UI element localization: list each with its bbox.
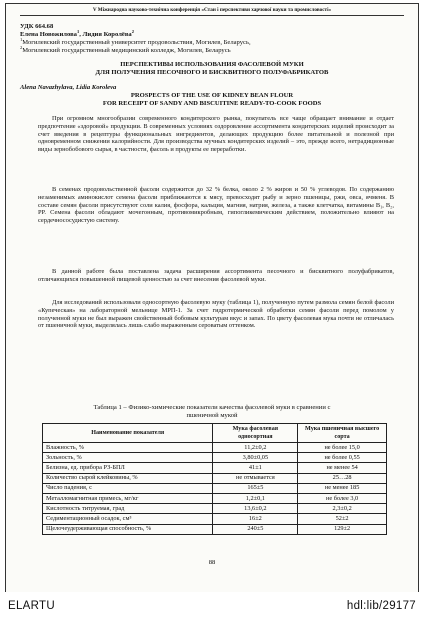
- table-cell: 16±2: [213, 514, 298, 524]
- table-header-indicator: Наименование показателя: [43, 424, 213, 443]
- table-cell: 1,2±0,1: [213, 493, 298, 503]
- table-cell: не отмывается: [213, 473, 298, 483]
- table-cell: Металломагнитная примесь, мг/кг: [43, 493, 213, 503]
- affiliation-1-text: Могилевский государственный университет продовольствия, Могилев, Беларусь,: [22, 39, 251, 46]
- paragraph-2: В семенах продовольственной фасоли содержится до 32 % белка, около 2 % жиров и 50 % углеводов. По содержанию незаменимых аминокислот семена фасоли приближаются к мясу, превосходят рыбу и зерно пшеницы, ржи, овса, ячменя. В составе семян фасоли присутствуют соли калия, фосфора, кальция, магния, натрия, железа, а также клетчатка, витамины B₁, B₂, PP. Семена фасоли обладают мочегонным, противомикробным, гипогликемическим действием, положительно влияют на сердечнососудистую систему.: [38, 186, 394, 224]
- title-en-line-1: PROSPECTS OF THE USE OF KIDNEY BEAN FLOUR: [130, 92, 294, 99]
- authors-ru: [20, 28, 134, 39]
- table-cell: Кислотность титруемая, град: [43, 504, 213, 514]
- table-cell: 11,2±0,2: [213, 443, 298, 453]
- document-page: [5, 3, 419, 593]
- table-cell: не менее 185: [298, 483, 387, 493]
- table-row: [43, 463, 387, 473]
- table-row: [43, 483, 387, 493]
- table-cell: 2,3±0,2: [298, 504, 387, 514]
- table-row: [43, 524, 387, 534]
- table-row: [43, 453, 387, 463]
- udc-code: УДК 664.68: [20, 23, 54, 30]
- conference-header: V Міжнародна науково-технічна конференція «Стан і перспективи харчової науки та промисловості»: [92, 7, 332, 13]
- author-2: Лидия Королёва: [82, 31, 132, 38]
- repository-name: ELARTU: [8, 600, 55, 612]
- table-cell: Количество сырой клейковины, %: [43, 473, 213, 483]
- author-1-sup: 1: [76, 28, 80, 34]
- table-cell: Влажность, %: [43, 443, 213, 453]
- table-cell: 52±2: [298, 514, 387, 524]
- repository-footer: [0, 592, 424, 620]
- table-cell: не более 3,0: [298, 493, 387, 503]
- table-header-bean-flour: Мука фасолевая односортная: [213, 424, 298, 443]
- paragraph-4: Для исследований использовали односортную фасолевую муку (таблица 1), полученную путем размола семян белой фасоли «Купеческая» на лабораторной мельнице МРП-1. За счет гидротермической обработки семян фасоли перед помолом у полученной муки не был выражен свойственный бобовым культурам вкус и запах. По цвету фасолевая мука почти не отличалась от пшеничной муки, выделялась лишь слабо выраженным сероватым оттенком.: [38, 299, 394, 330]
- table-cell: не более 15,0: [298, 443, 387, 453]
- paragraph-1: При огромном многообразии современного кондитерского рынка, покупатель все чаще обращает внимание и отдает предпочтение «здоровой» продукции. В современных условиях оздоровление ассортимента кондитерских изделий происходит за счет введения в рецептуры функциональных ингредиентов, делающих продукцию более питательной и полезной при одновременном снижении калорийности. Для производства мучных кондитерских изделий – это, прежде всего, нетрадиционные виды зернобобового сырья, в частности, фасоль и продукты ее переработки.: [38, 115, 394, 153]
- title-en-line-2: FOR RECEIPT OF SANDY AND BISCUITINE READY-TO-COOK FOODS: [102, 100, 322, 107]
- table-cell: не более 0,55: [298, 453, 387, 463]
- table-cell: 129±2: [298, 524, 387, 534]
- author-sep: ,: [79, 31, 83, 38]
- table-row: [43, 473, 387, 483]
- table-cell: 13,6±0,2: [213, 504, 298, 514]
- affiliation-1-sup: 1: [20, 36, 23, 42]
- affiliation-2: [20, 44, 231, 55]
- table-cell: Зольность, %: [43, 453, 213, 463]
- properties-table: [42, 423, 387, 535]
- authors-en: Alena Navazhylava, Lidia Koroleva: [20, 84, 117, 91]
- table-header-row: [43, 424, 387, 443]
- title-ru-line-1: ПЕРСПЕКТИВЫ ИСПОЛЬЗОВАНИЯ ФАСОЛЕВОЙ МУКИ: [120, 61, 304, 68]
- table-cell: 3,80±0,05: [213, 453, 298, 463]
- table-row: [43, 504, 387, 514]
- table-cell: Белизна, ед. прибора РЗ-БПЛ: [43, 463, 213, 473]
- table-row: [43, 514, 387, 524]
- table-row: [43, 493, 387, 503]
- table-cell: Число падения, с: [43, 483, 213, 493]
- affiliation-2-sup: 2: [20, 44, 23, 50]
- table-cell: Щелочеудерживающая способность, %: [43, 524, 213, 534]
- handle-id: hdl:lib/29177: [346, 600, 416, 612]
- table-caption-line-2: пшеничной мукой: [186, 412, 238, 419]
- table-cell: 240±5: [213, 524, 298, 534]
- affiliation-1: [20, 36, 251, 47]
- table-cell: не менее 54: [298, 463, 387, 473]
- title-ru-line-2: ДЛЯ ПОЛУЧЕНИЯ ПЕСОЧНОГО И БИСКВИТНОГО ПОЛУФАБРИКАТОВ: [95, 69, 329, 76]
- table-caption-line-1: Таблица 1 – Физико-химические показатели качества фасолевой муки в сравнении с: [93, 404, 331, 411]
- table-cell: Седиментационный осадок, см³: [43, 514, 213, 524]
- paragraph-3: В данной работе была поставлена задача расширения ассортимента песочного и бисквитного полуфабрикатов, отличающихся повышенной пищевой ценностью за счет внесения фасолевой муки.: [38, 268, 394, 283]
- page-number: 88: [208, 559, 216, 566]
- table-cell: 165±5: [213, 483, 298, 493]
- table-cell: 25…28: [298, 473, 387, 483]
- table-row: [43, 443, 387, 453]
- header-rule: [20, 15, 404, 16]
- author-1: Елена Новожилова: [20, 31, 77, 38]
- table-header-wheat-flour: Мука пшеничная высшего сорта: [298, 424, 387, 443]
- affiliation-2-text: Могилевский государственный медицинский колледж, Могилев, Беларусь: [22, 47, 231, 54]
- table-cell: 41±1: [213, 463, 298, 473]
- author-2-sup: 2: [131, 28, 134, 34]
